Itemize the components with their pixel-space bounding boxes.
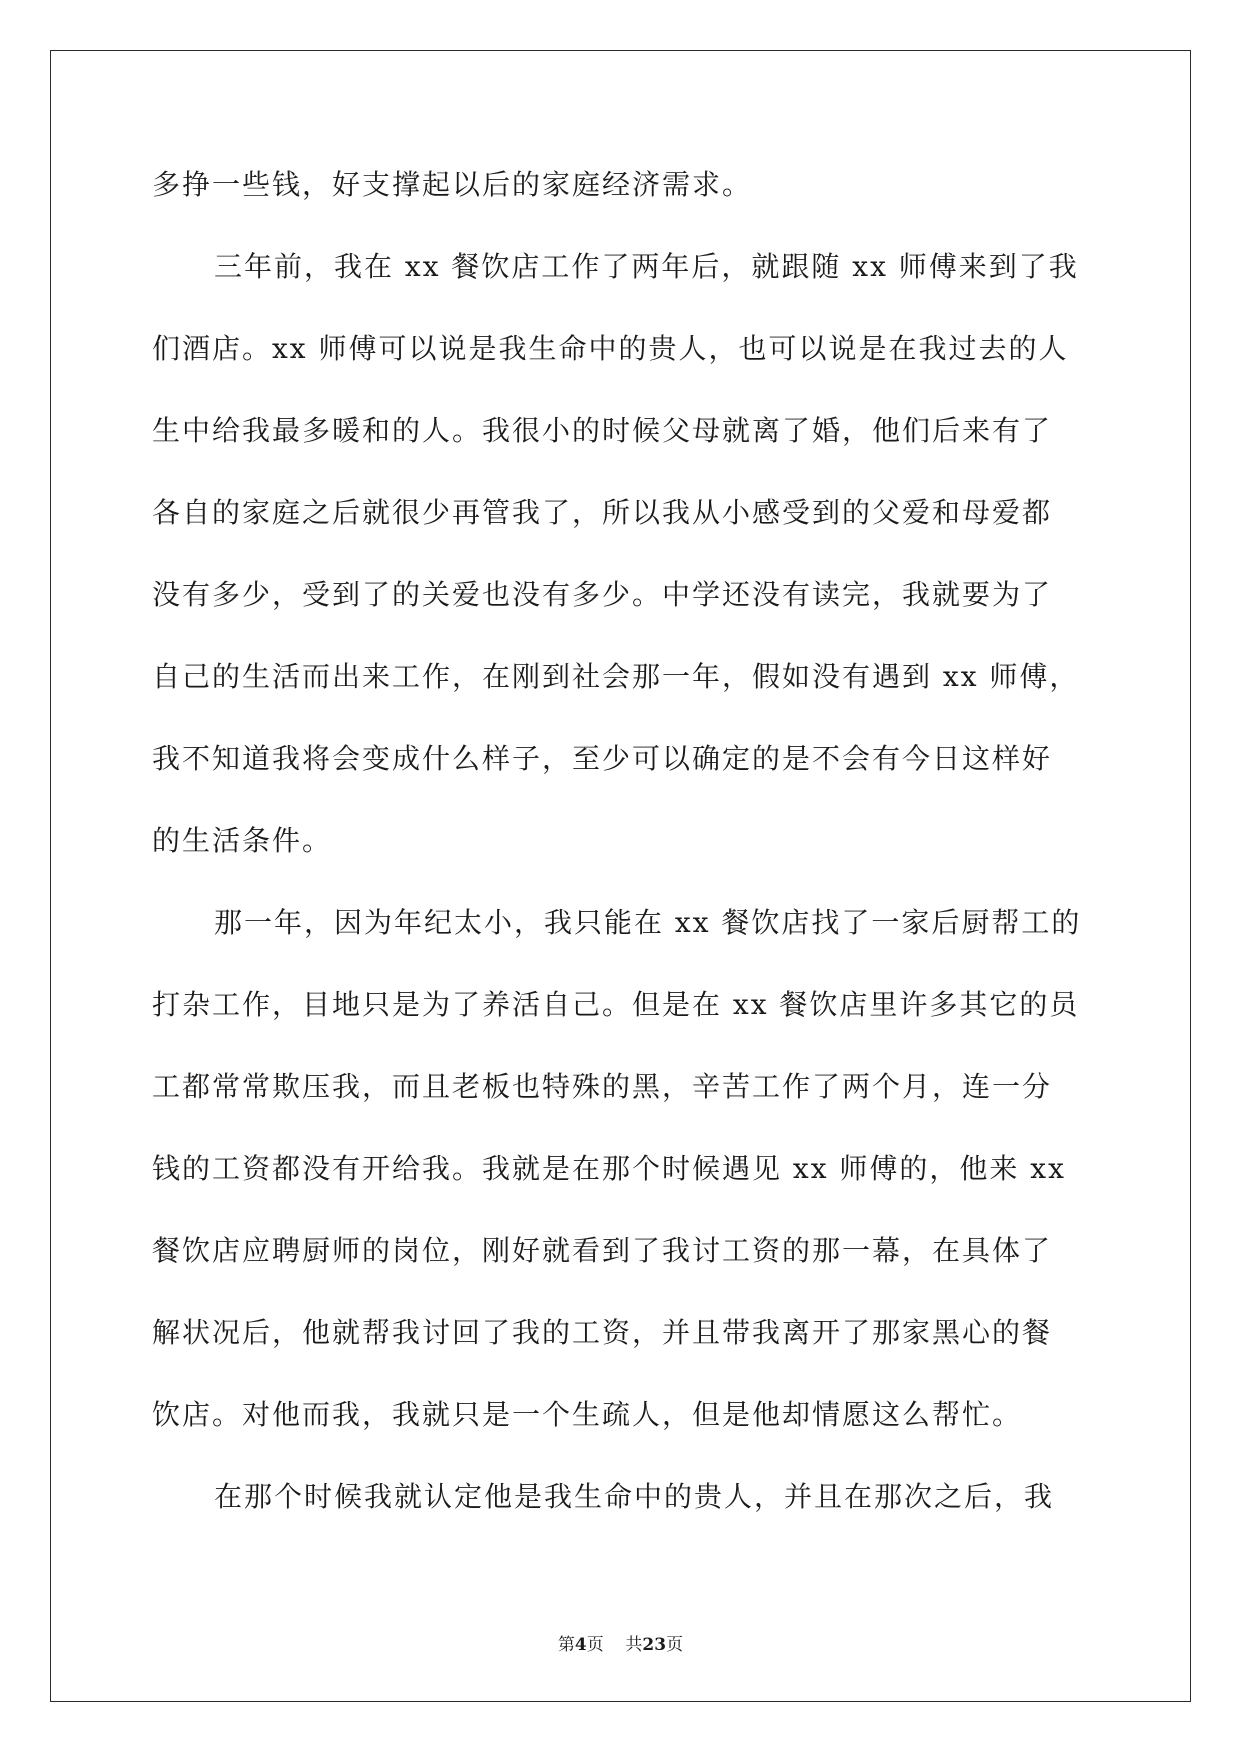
total-suffix: 页 <box>666 1635 684 1655</box>
text-line: 餐饮店应聘厨师的岗位，刚好就看到了我讨工资的那一幕，在具体了 <box>152 1234 1053 1267</box>
page-number: 4 <box>574 1635 587 1655</box>
text-line: 我不知道我将会变成什么样子，至少可以确定的是不会有今日这样好 <box>152 742 1053 775</box>
paragraph-start-line: 在那个时候我就认定他是我生命中的贵人，并且在那次之后，我 <box>214 1480 1055 1513</box>
total-pages: 23 <box>642 1635 667 1655</box>
text-line: 解状况后，他就帮我讨回了我的工资，并且带我离开了那家黑心的餐 <box>152 1316 1053 1349</box>
text-line: 饮店。对他而我，我就只是一个生疏人，但是他却情愿这么帮忙。 <box>152 1398 1023 1431</box>
page-prefix: 第 <box>557 1635 575 1655</box>
text-line: 们酒店。xx 师傅可以说是我生命中的贵人，也可以说是在我过去的人 <box>152 332 1069 365</box>
text-line: 工都常常欺压我，而且老板也特殊的黑，辛苦工作了两个月，连一分 <box>152 1070 1053 1103</box>
text-line: 生中给我最多暖和的人。我很小的时候父母就离了婚，他们后来有了 <box>152 414 1053 447</box>
page-footer <box>0 1630 1241 1655</box>
text-line: 没有多少，受到了的关爱也没有多少。中学还没有读完，我就要为了 <box>152 578 1053 611</box>
text-line: 打杂工作，目地只是为了养活自己。但是在 xx 餐饮店里许多其它的员 <box>152 988 1080 1021</box>
document-body <box>152 165 1092 1559</box>
text-line: 钱的工资都没有开给我。我就是在那个时候遇见 xx 师傅的，他来 xx <box>152 1152 1066 1185</box>
page-suffix: 页 <box>586 1635 604 1655</box>
paragraph-start-line: 三年前，我在 xx 餐饮店工作了两年后，就跟随 xx 师傅来到了我 <box>214 250 1079 283</box>
text-line: 的生活条件。 <box>152 824 333 857</box>
text-line: 各自的家庭之后就很少再管我了，所以我从小感受到的父爱和母爱都 <box>152 496 1053 529</box>
total-prefix: 共 <box>625 1635 643 1655</box>
paragraph-start-line: 那一年，因为年纪太小，我只能在 xx 餐饮店找了一家后厨帮工的 <box>214 906 1082 939</box>
text-line: 自己的生活而出来工作，在刚到社会那一年，假如没有遇到 xx 师傅， <box>152 660 1080 693</box>
text-line: 多挣一些钱，好支撑起以后的家庭经济需求。 <box>152 168 753 201</box>
